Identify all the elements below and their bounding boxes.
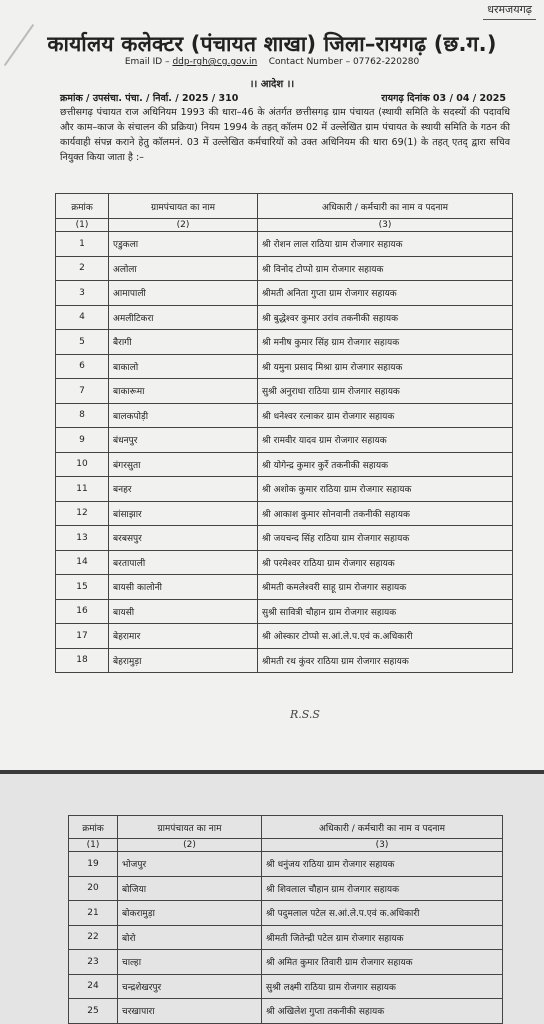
officer-name: श्री बुद्धेश्वर कुमार उरांव तकनीकी सहायक: [258, 305, 513, 330]
table-row: [56, 624, 513, 649]
officer-name: श्री अमित कुमार तिवारी ग्राम रोजगार सहायक: [262, 950, 503, 975]
panchayat-name: बालकपोड़ी: [109, 403, 258, 428]
header-officer: अधिकारी / कर्मचारी का नाम व पदनाम: [258, 194, 513, 219]
officer-name: श्रीमती जितेन्द्री पटेल ग्राम रोजगार सहायक: [262, 925, 503, 950]
header-serial: क्रमांक: [69, 816, 118, 839]
serial-number: 4: [56, 305, 109, 330]
order-date: रायगढ़ दिनांक 03 / 04 / 2025: [381, 93, 506, 104]
table-row: [69, 876, 503, 901]
table-row: [69, 901, 503, 926]
serial-number: 19: [69, 852, 118, 877]
signature: R.S.S: [290, 708, 320, 721]
table-row: [56, 232, 513, 257]
panchayat-name: अलोला: [109, 256, 258, 281]
serial-number: 24: [69, 974, 118, 999]
table-row: [56, 330, 513, 355]
table-row: [69, 999, 503, 1024]
officer-name: श्री परमेश्वर राठिया ग्राम रोजगार सहायक: [258, 550, 513, 575]
officer-name: श्री धनुंजय राठिया ग्राम रोजगार सहायक: [262, 852, 503, 877]
serial-number: 6: [56, 354, 109, 379]
serial-number: 3: [56, 281, 109, 306]
col-number-2: (2): [109, 219, 258, 232]
serial-number: 22: [69, 925, 118, 950]
serial-number: 1: [56, 232, 109, 257]
officer-name: श्रीमती रथ कुंवर राठिया ग्राम रोजगार सहायक: [258, 648, 513, 673]
panchayat-name: बांसाझार: [109, 501, 258, 526]
officer-name: श्री विनोद टोप्पो ग्राम रोजगार सहायक: [258, 256, 513, 281]
table-row: [69, 974, 503, 999]
officer-name: श्री धनेश्वर रत्नाकर ग्राम रोजगार सहायक: [258, 403, 513, 428]
panchayat-name: बेहरामार: [109, 624, 258, 649]
officer-name: श्री पदुमलाल पटेल स.आं.ले.प.एवं क.अधिकारी: [262, 901, 503, 926]
table-row: [56, 526, 513, 551]
panchayat-name: बोकरामुड़ा: [118, 901, 262, 926]
panchayat-name: अमलीटिकरा: [109, 305, 258, 330]
contact-label: Contact Number –: [268, 57, 353, 67]
serial-number: 7: [56, 379, 109, 404]
panchayat-name: बेहरामुड़ा: [109, 648, 258, 673]
panchayat-name: बाकालो: [109, 354, 258, 379]
column-number-row: [56, 219, 513, 232]
officer-name: श्री अशोक कुमार राठिया ग्राम रोजगार सहायक: [258, 477, 513, 502]
panchayat-name: बंधनपुर: [109, 428, 258, 453]
order-heading: ।। आदेश ।।: [249, 79, 295, 90]
col-number-3: (3): [262, 839, 503, 852]
panchayat-name: भोजपुर: [118, 852, 262, 877]
officer-name: सुश्री लक्ष्मी राठिया ग्राम रोजगार सहायक: [262, 974, 503, 999]
appointment-table-page-2: [68, 815, 503, 1024]
serial-number: 10: [56, 452, 109, 477]
table-row: [69, 852, 503, 877]
table-row: [56, 575, 513, 600]
panchayat-name: बैरागी: [109, 330, 258, 355]
col-number-1: (1): [69, 839, 118, 852]
handwritten-stamp: धरमजयगढ़: [483, 2, 536, 20]
officer-name: श्री रामवीर यादव ग्राम रोजगार सहायक: [258, 428, 513, 453]
panchayat-name: बरबसपुर: [109, 526, 258, 551]
officer-name: श्री अखिलेश गुप्ता तकनीकी सहायक: [262, 999, 503, 1024]
table-row: [56, 452, 513, 477]
table-row: [56, 599, 513, 624]
header-serial: क्रमांक: [56, 194, 109, 219]
serial-number: 16: [56, 599, 109, 624]
officer-name: श्री यमुना प्रसाद मिश्रा ग्राम रोजगार सहायक: [258, 354, 513, 379]
panchayat-name: आमापाली: [109, 281, 258, 306]
table-row: [56, 403, 513, 428]
email-label: Email ID –: [124, 57, 173, 67]
header-officer: अधिकारी / कर्मचारी का नाम व पदनाम: [262, 816, 503, 839]
serial-number: 8: [56, 403, 109, 428]
panchayat-name: बनहर: [109, 477, 258, 502]
office-title: कार्यालय कलेक्टर (पंचायत शाखा) जिला–रायगढ़ (छ.ग.): [47, 32, 497, 56]
officer-name: श्री रोशन लाल राठिया ग्राम रोजगार सहायक: [258, 232, 513, 257]
table-row: [56, 428, 513, 453]
table-row: [56, 379, 513, 404]
panchayat-name: चरखापारा: [118, 999, 262, 1024]
table-row: [56, 477, 513, 502]
serial-number: 25: [69, 999, 118, 1024]
serial-number: 2: [56, 256, 109, 281]
table-row: [56, 501, 513, 526]
officer-name: श्री आकाश कुमार सोनवानी तकनीकी सहायक: [258, 501, 513, 526]
contact-number: 07762-220280: [352, 57, 420, 67]
panchayat-name: बायसी कालोनी: [109, 575, 258, 600]
col-number-2: (2): [118, 839, 262, 852]
table-row: [56, 281, 513, 306]
header-panchayat: ग्रामपंचायत का नाम: [118, 816, 262, 839]
header-panchayat: ग्रामपंचायत का नाम: [109, 194, 258, 219]
col-number-1: (1): [56, 219, 109, 232]
reference-number: क्रमांक / उपसंचा. पंचा. / निर्वा. / 2025 / 310: [60, 93, 239, 104]
serial-number: 13: [56, 526, 109, 551]
officer-name: श्री जयचन्द सिंह राठिया ग्राम रोजगार सहायक: [258, 526, 513, 551]
table-row: [69, 925, 503, 950]
serial-number: 21: [69, 901, 118, 926]
table-header-row: [69, 816, 503, 839]
serial-number: 12: [56, 501, 109, 526]
contact-line: [0, 57, 544, 67]
serial-number: 9: [56, 428, 109, 453]
serial-number: 23: [69, 950, 118, 975]
table-row: [56, 256, 513, 281]
panchayat-name: चन्द्रशेखरपुर: [118, 974, 262, 999]
serial-number: 11: [56, 477, 109, 502]
panchayat-name: बोजिया: [118, 876, 262, 901]
panchayat-name: चाल्हा: [118, 950, 262, 975]
serial-number: 17: [56, 624, 109, 649]
col-number-3: (3): [258, 219, 513, 232]
table-row: [56, 550, 513, 575]
document-page-2: [0, 774, 544, 1024]
panchayat-name: बरतापाली: [109, 550, 258, 575]
appointment-table-page-1: [55, 193, 513, 673]
order-paragraph: छत्तीसगढ़ पंचायत राज अधिनियम 1993 की धारा–46 के अंतर्गत छत्तीसगढ़ ग्राम पंचायत (स्थायी समिति के सदस्यों की पदावधि और काम–काज के संचालन की प्रक्रिया) नियम 1994 के तहत् कॉलम 02 में उल्लेखित ग्राम पंचायत के स्थायी समिति के गठन की कार्यवाही संपन्न कराने हेतु कॉलमनं. 03 में उल्लेखित कर्मचारियों को उक्त अधिनियम की धारा 69(1) के तहत् एतद् द्वारा सचिव नियुक्त किया जाता है :–: [60, 107, 510, 163]
officer-name: श्रीमती कमलेश्वरी साहू ग्राम रोजगार सहायक: [258, 575, 513, 600]
panchayat-name: बायसी: [109, 599, 258, 624]
panchayat-name: बोरो: [118, 925, 262, 950]
officer-name: श्री मनीष कुमार सिंह ग्राम रोजगार सहायक: [258, 330, 513, 355]
table-row: [69, 950, 503, 975]
email-link[interactable]: ddp-rgh@cg.gov.in: [172, 57, 258, 67]
officer-name: श्री ओस्कार टोप्पो स.आं.ले.प.एवं क.अधिकारी: [258, 624, 513, 649]
officer-name: सुश्री सावित्री चौहान ग्राम रोजगार सहायक: [258, 599, 513, 624]
column-number-row: [69, 839, 503, 852]
panchayat-name: एडुकला: [109, 232, 258, 257]
officer-name: श्री योगेन्द्र कुमार कुर्रे तकनीकी सहायक: [258, 452, 513, 477]
officer-name: श्री शिवलाल चौहान ग्राम रोजगार सहायक: [262, 876, 503, 901]
table-header-row: [56, 194, 513, 219]
table-row: [56, 648, 513, 673]
reference-row: [60, 91, 506, 104]
officer-name: श्रीमती अनिता गुप्ता ग्राम रोजगार सहायक: [258, 281, 513, 306]
table-row: [56, 305, 513, 330]
panchayat-name: बंगरसुता: [109, 452, 258, 477]
panchayat-name: बाकारूमा: [109, 379, 258, 404]
serial-number: 18: [56, 648, 109, 673]
serial-number: 14: [56, 550, 109, 575]
serial-number: 5: [56, 330, 109, 355]
serial-number: 20: [69, 876, 118, 901]
table-row: [56, 354, 513, 379]
officer-name: सुश्री अनुराधा राठिया ग्राम रोजगार सहायक: [258, 379, 513, 404]
serial-number: 15: [56, 575, 109, 600]
